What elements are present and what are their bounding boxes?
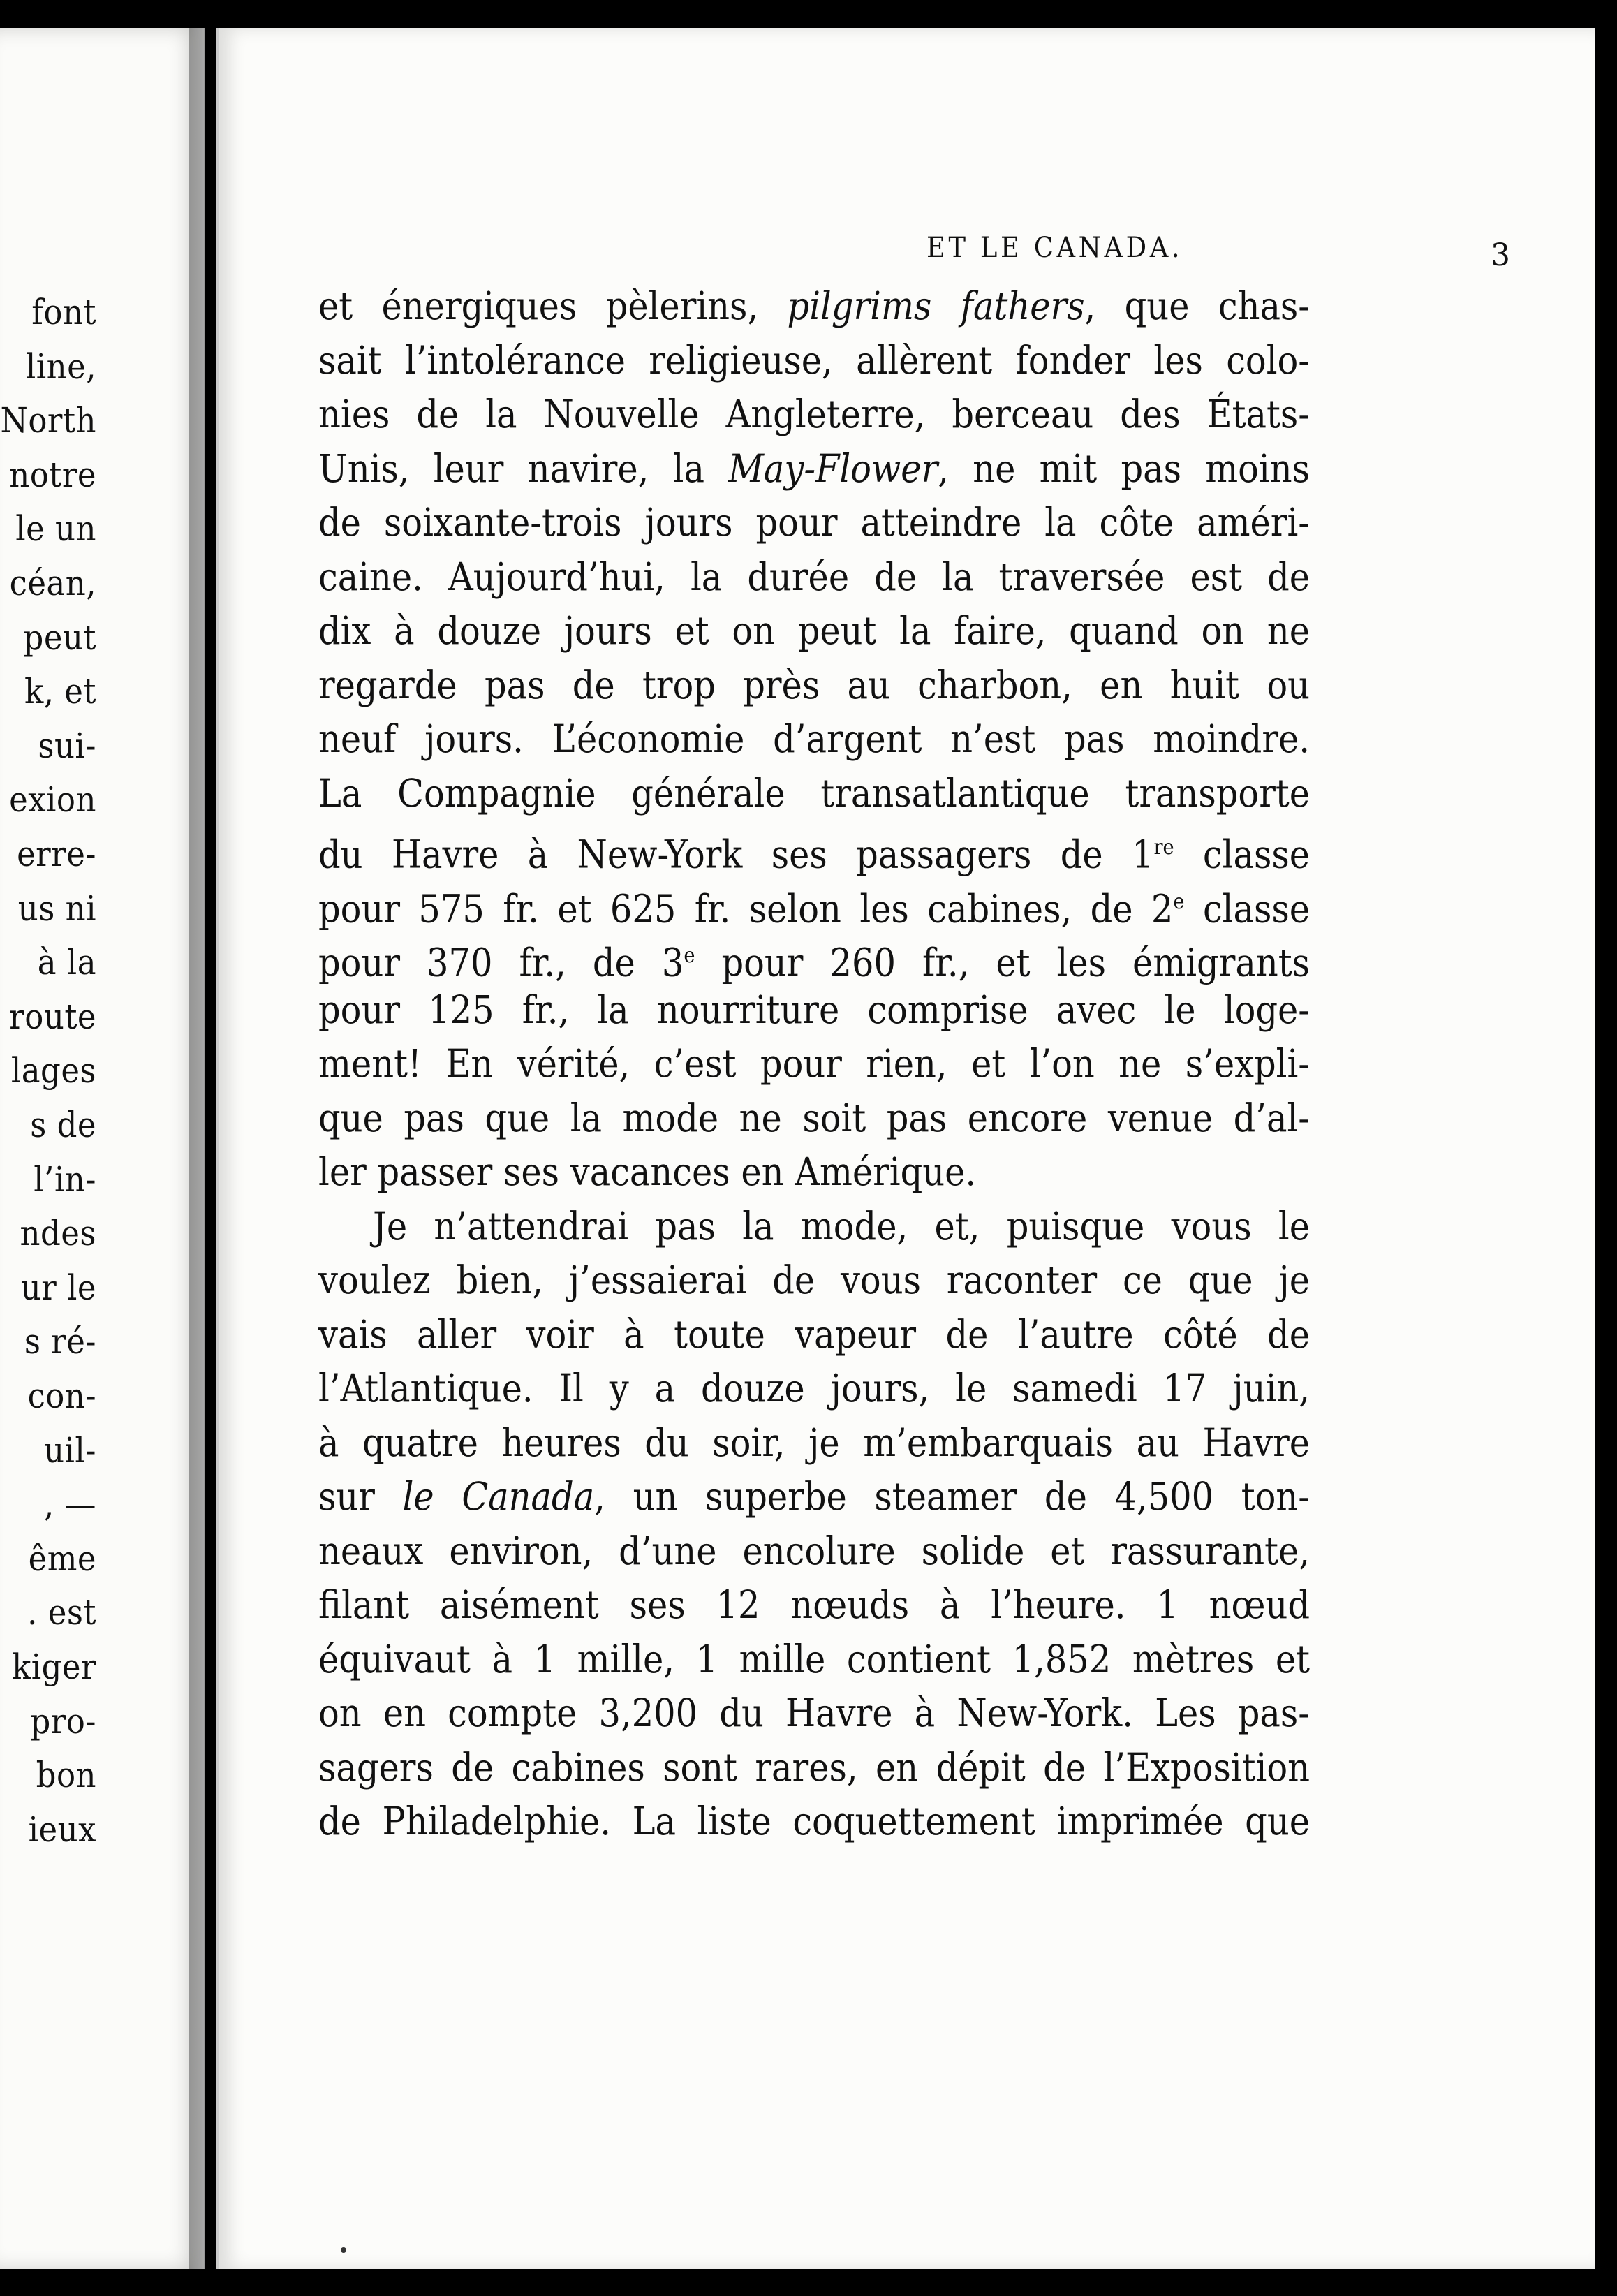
scan-speck — [341, 2247, 346, 2253]
text-line: l’Atlantique. Il y a douze jours, le samedi 17 juin, — [318, 1366, 1310, 1411]
text-line: ment! En vérité, c’est pour rien, et l’on ne s’expli- — [318, 1041, 1310, 1086]
ordinal-suffix: e — [1173, 889, 1185, 914]
facing-page-line: kiger — [11, 1647, 96, 1687]
facing-page-line: ndes — [20, 1213, 96, 1254]
text-line: du Havre à New-York ses passagers de 1re classe — [318, 832, 1310, 877]
text-line: et énergiques pèlerins, pilgrims fathers, que chas- — [318, 284, 1310, 328]
facing-page-line: k, et — [24, 671, 96, 712]
text-line: caine. Aujourd’hui, la durée de la traversée est de — [318, 554, 1310, 599]
facing-page-edge — [0, 28, 205, 2269]
italic-phrase: le Canada — [402, 1474, 595, 1519]
page-number: 3 — [1491, 237, 1510, 273]
facing-page-line: s ré- — [24, 1321, 96, 1362]
text-line: Unis, leur navire, la May-Flower, ne mit pas moins — [318, 446, 1310, 491]
ordinal-suffix: e — [684, 943, 695, 968]
facing-page-line: ême — [28, 1538, 96, 1579]
running-head: ET LE CANADA. — [926, 232, 1183, 264]
facing-page-line: line, — [25, 346, 96, 387]
facing-page-line: le un — [15, 508, 96, 550]
facing-page-line: bon — [36, 1755, 96, 1796]
text-line: on en compte 3,200 du Havre à New-York. Les pas- — [318, 1691, 1310, 1735]
facing-page-line: lages — [10, 1050, 96, 1091]
facing-page-line: exion — [9, 779, 96, 820]
facing-page-line: sui- — [38, 725, 96, 766]
text-line: pour 125 fr., la nourriture comprise avec le loge- — [318, 987, 1310, 1032]
facing-page-line: font — [31, 292, 96, 332]
text-line: dix à douze jours et on peut la faire, quand on ne — [318, 608, 1310, 653]
text-line: à quatre heures du soir, je m’embarquais au Havre — [318, 1420, 1310, 1465]
facing-page-line: à la — [37, 942, 96, 983]
italic-phrase: pilgrims fathers — [787, 284, 1085, 328]
facing-page-line: us ni — [17, 888, 96, 929]
facing-page-line: ur le — [20, 1267, 96, 1308]
text-line: équivaut à 1 mille, 1 mille contient 1,852 mètres et — [318, 1636, 1310, 1681]
text-line: La Compagnie générale transatlantique transporte — [318, 770, 1310, 816]
text-line: vais aller voir à toute vapeur de l’autre côté de — [318, 1311, 1310, 1357]
text-line: regarde pas de trop près au charbon, en huit ou — [318, 662, 1310, 707]
text-line: filant aisément ses 12 nœuds à l’heure. 1 nœud — [318, 1582, 1310, 1627]
text-line: sait l’intolérance religieuse, allèrent fonder les colo- — [318, 337, 1310, 383]
text-line: Je n’attendrai pas la mode, et, puisque vous le — [373, 1203, 1310, 1249]
text-line: sur le Canada, un superbe steamer de 4,500 ton- — [318, 1474, 1310, 1519]
italic-phrase: May-Flower — [728, 446, 938, 491]
facing-page-line: uil- — [44, 1429, 96, 1471]
facing-page-line: céan, — [9, 563, 96, 603]
text-line: nies de la Nouvelle Angleterre, berceau des États- — [318, 392, 1310, 436]
facing-page-line: con- — [27, 1376, 96, 1416]
body-text — [318, 279, 1310, 1849]
facing-page-line: erre- — [17, 834, 96, 874]
facing-page-line: peut — [23, 617, 96, 658]
facing-page-line: ieux — [28, 1809, 96, 1850]
ordinal-suffix: re — [1153, 835, 1174, 860]
facing-page-line: pro- — [30, 1700, 96, 1742]
facing-page-line: North — [0, 400, 96, 441]
text-line: neuf jours. L’économie d’argent n’est pas moindre. — [318, 716, 1310, 761]
text-line: ler passer ses vacances en Amérique. — [318, 1149, 977, 1194]
facing-page-line: route — [9, 996, 96, 1037]
text-line: que pas que la mode ne soit pas encore venue d’al- — [318, 1095, 1310, 1140]
text-line: voulez bien, j’essaierai de vous raconter ce que je — [318, 1258, 1310, 1302]
facing-page-line: s de — [30, 1105, 96, 1145]
text-line: de Philadelphie. La liste coquettement imprimée que — [318, 1799, 1310, 1844]
facing-page-line: . est — [27, 1592, 96, 1633]
facing-page-line: , — — [43, 1484, 96, 1525]
facing-page-line: notre — [9, 454, 96, 495]
text-line: neaux environ, d’une encolure solide et rassurante, — [318, 1528, 1310, 1573]
text-line: sagers de cabines sont rares, en dépit de l’Exposition — [318, 1744, 1310, 1790]
facing-page-line: l’in- — [34, 1158, 96, 1200]
text-line: pour 575 fr. et 625 fr. selon les cabines, de 2e classe — [318, 885, 1310, 931]
text-line: pour 370 fr., de 3e pour 260 fr., et les émigrants — [318, 940, 1310, 985]
text-line: de soixante-trois jours pour atteindre la côte améri- — [318, 500, 1310, 545]
